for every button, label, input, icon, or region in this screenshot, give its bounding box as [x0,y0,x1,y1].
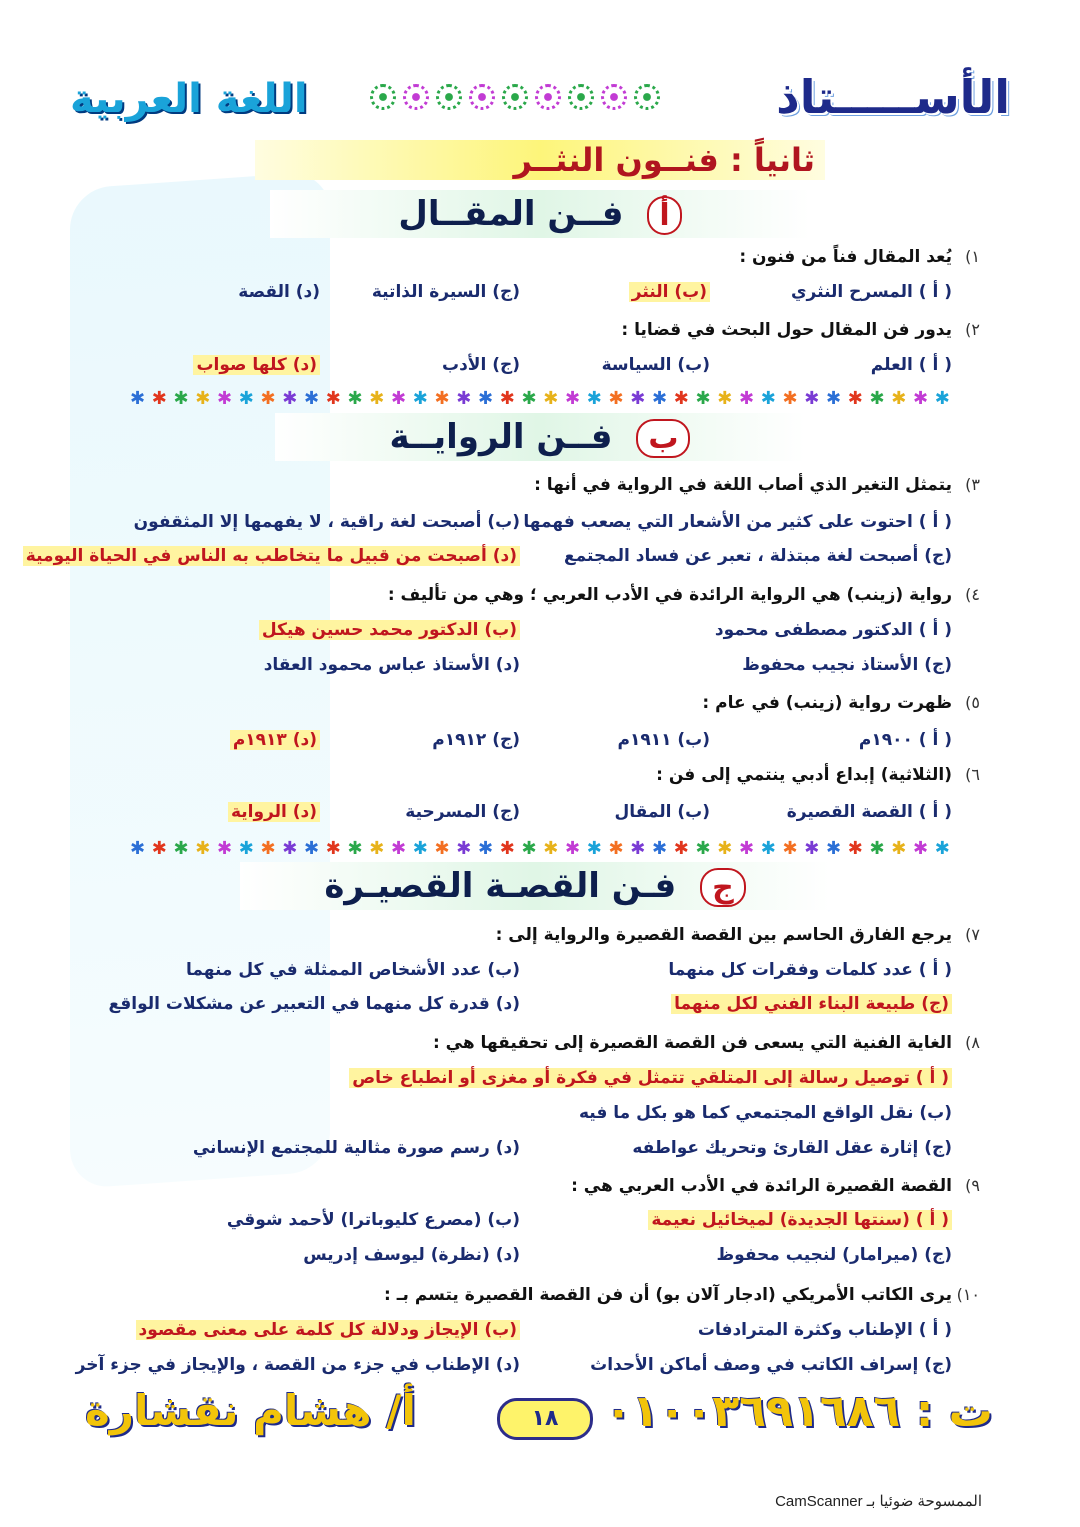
section-title-novel [275,413,805,461]
star-ornament: ✱ [608,838,624,859]
star-ornament: ✱ [173,388,189,409]
star-ornament: ✱ [739,388,755,409]
section-title-short-story [240,862,830,910]
answer-option: (د) قدرة كل منهما في التعبير عن مشكلات الواقع [108,994,520,1014]
star-ornament: ✱ [282,838,298,859]
star-ornament: ✱ [826,838,842,859]
star-ornament: ✱ [630,838,646,859]
question-number: ٢) [965,320,980,339]
star-ornament: ✱ [565,388,581,409]
flower-ornament [601,84,627,110]
star-ornament: ✱ [369,388,385,409]
question-text: يرى الكاتب الأمريكي (ادجار آلان بو) أن فن القصة القصيرة يتسم بـ : [384,1285,952,1305]
answer-option: (ب) عدد الأشخاص الممثلة في كل منهما [185,960,520,980]
flower-ornament [469,84,495,110]
answer-option: (د) القصة [238,282,320,302]
question-number: ٦) [965,765,980,784]
star-ornament: ✱ [282,388,298,409]
flower-ornament [403,84,429,110]
star-ornament: ✱ [804,838,820,859]
star-ornament: ✱ [434,838,450,859]
star-ornament: ✱ [195,838,211,859]
answer-option: (ج) إثارة عقل القارئ وتحريك عواطفه [632,1138,952,1158]
header-teacher-label: الأســـــتاذ [776,70,1010,124]
star-ornament: ✱ [782,388,798,409]
star-ornament: ✱ [412,388,428,409]
star-ornament: ✱ [130,838,146,859]
star-ornament: ✱ [304,838,320,859]
section-title-text: فــن المقــال [398,194,624,234]
question-number: ٥) [965,693,980,712]
section-title-essay [270,190,810,238]
star-ornament: ✱ [499,388,515,409]
star-ornament: ✱ [195,388,211,409]
question-number: ٣) [965,475,980,494]
answer-option: (ب) ١٩١١م [617,730,710,750]
star-ornament: ✱ [347,388,363,409]
star-divider [130,840,950,858]
star-ornament: ✱ [630,388,646,409]
question-number: ٤) [965,585,980,604]
star-ornament: ✱ [586,388,602,409]
answer-option-correct: ( أ ) (سنتها الجديدة) لميخائيل نعيمة [648,1210,952,1230]
question-text: يتمثل التغير الذي أصاب اللغة في الرواية في أنها : [534,475,952,495]
star-ornament: ✱ [217,388,233,409]
star-ornament: ✱ [565,838,581,859]
star-ornament: ✱ [826,388,842,409]
answer-option: (ج) أصبحت لغة مبتذلة ، تعبر عن فساد المجتمع [564,546,952,566]
flower-ornament [568,84,594,110]
star-ornament: ✱ [695,388,711,409]
star-ornament: ✱ [304,388,320,409]
unit-subheading: ثانياً : فنــون النثــر [255,140,825,180]
star-ornament: ✱ [456,838,472,859]
star-ornament: ✱ [869,838,885,859]
answer-option: (ب) أصبحت لغة راقية ، لا يفهمها إلا المثقفون [133,512,520,532]
star-ornament: ✱ [217,838,233,859]
star-ornament: ✱ [325,388,341,409]
question-text: رواية (زينب) هي الرواية الرائدة في الأدب العربي ؛ وهي من تأليف : [387,585,952,605]
answer-option-correct: (ب) النثر [629,282,710,302]
star-ornament: ✱ [717,838,733,859]
question-number: ٧) [965,925,980,944]
star-ornament: ✱ [608,388,624,409]
answer-option: (ب) السياسة [601,355,710,375]
star-ornament: ✱ [586,838,602,859]
question-text: (الثلاثية) إبداع أدبي ينتمي إلى فن : [656,765,952,785]
answer-option: (ج) المسرحية [405,802,520,822]
star-divider [130,390,950,408]
star-ornament: ✱ [173,838,189,859]
answer-option-correct: (ج) طبيعة البناء الفني لكل منهما [671,994,952,1014]
answer-option: (ج) الأستاذ نجيب محفوظ [742,655,952,675]
answer-option: (ج) الأدب [441,355,520,375]
star-ornament: ✱ [543,838,559,859]
star-ornament: ✱ [499,838,515,859]
answer-option: (ب) نقل الواقع المجتمعي كما هو بكل ما فيه [578,1103,952,1123]
star-ornament: ✱ [521,388,537,409]
star-ornament: ✱ [391,838,407,859]
star-ornament: ✱ [673,838,689,859]
star-ornament: ✱ [695,838,711,859]
answer-option: ( أ ) الإطناب وكثرة المترادفات [697,1320,952,1340]
star-ornament: ✱ [456,388,472,409]
star-ornament: ✱ [369,838,385,859]
star-ornament: ✱ [847,388,863,409]
answer-option-correct: (د) أصبحت من قبيل ما يتخاطب به الناس في الحياة اليومية [23,546,520,566]
star-ornament: ✱ [434,388,450,409]
section-title-text: فـن القصـة القصيـرة [324,866,677,906]
header-flower-ornaments [370,84,660,110]
answer-option: (ب) المقال [614,802,710,822]
star-ornament: ✱ [521,838,537,859]
answer-option: (د) الأستاذ عباس محمود العقاد [263,655,520,675]
section-letter: أ [647,196,681,235]
section-title-text: فــن الروايــة [389,417,613,457]
answer-option-correct: (د) كلها صواب [193,355,320,375]
star-ornament: ✱ [478,388,494,409]
answer-option: (ج) ١٩١٢م [432,730,520,750]
star-ornament: ✱ [543,388,559,409]
star-ornament: ✱ [130,388,146,409]
star-ornament: ✱ [913,838,929,859]
answer-option: ( أ ) المسرح النثري [790,282,952,302]
star-ornament: ✱ [478,838,494,859]
page-header [70,70,1010,140]
header-subject-label: اللغة العربية [70,76,308,122]
watermark-decoration [70,171,330,1189]
star-ornament: ✱ [238,388,254,409]
answer-option: ( أ ) الدكتور مصطفى محمود [714,620,952,640]
question-text: ظهرت رواية (زينب) في عام : [702,693,952,713]
star-ornament: ✱ [238,838,254,859]
page-number: ١٨ [497,1398,593,1440]
star-ornament: ✱ [151,838,167,859]
star-ornament: ✱ [891,838,907,859]
answer-option: ( أ ) القصة القصيرة [786,802,952,822]
answer-option-correct: (ب) الإيجاز ودلالة كل كلمة على معنى مقصود [136,1320,520,1340]
question-text: يدور فن المقال حول البحث في قضايا : [621,320,952,340]
answer-option: ( أ ) ١٩٠٠م [858,730,952,750]
answer-option: (د) (نظرة) ليوسف إدريس [303,1245,520,1265]
answer-option-correct: ( أ ) توصيل رسالة إلى المتلقي تتمثل في فكرة أو مغزى أو انطباع خاص [349,1068,952,1088]
star-ornament: ✱ [260,388,276,409]
answer-option: (د) رسم صورة مثالية للمجتمع الإنساني [192,1138,520,1158]
flower-ornament [502,84,528,110]
question-number: ٩) [965,1176,980,1195]
question-text: يُعد المقال فناً من فنون : [739,247,952,267]
answer-option: (د) الإطناب في جزء من القصة ، والإيجاز في جزء آخر [75,1355,520,1375]
star-ornament: ✱ [804,388,820,409]
answer-option: (ج) (ميرامار) لنجيب محفوظ [716,1245,952,1265]
answer-option: ( أ ) احتوت على كثير من الأشعار التي يصعب فهمها [523,512,952,532]
star-ornament: ✱ [347,838,363,859]
section-letter: ب [636,419,690,458]
question-text: القصة القصيرة الرائدة في الأدب العربي هي : [571,1176,952,1196]
star-ornament: ✱ [412,838,428,859]
answer-option-correct: (د) ١٩١٣م [230,730,320,750]
star-ornament: ✱ [782,838,798,859]
question-number: ١٠) [956,1285,980,1304]
star-ornament: ✱ [673,388,689,409]
footer-teacher-name: أ/ هشام نقشارة [85,1386,416,1435]
flower-ornament [535,84,561,110]
star-ornament: ✱ [325,838,341,859]
question-text: الغاية الفنية التي يسعى فن القصة القصيرة إلى تحقيقها هي : [432,1033,952,1053]
star-ornament: ✱ [891,388,907,409]
answer-option-correct: (ب) الدكتور محمد حسين هيكل [259,620,520,640]
star-ornament: ✱ [151,388,167,409]
question-number: ١) [965,247,980,266]
question-number: ٨) [965,1033,980,1052]
camscanner-watermark: الممسوحة ضوئيا بـ CamScanner [775,1493,982,1510]
answer-option: ( أ ) العلم [870,355,952,375]
star-ornament: ✱ [913,388,929,409]
answer-option: (ج) إسراف الكاتب في وصف أماكن الأحداث [590,1355,952,1375]
star-ornament: ✱ [934,838,950,859]
question-text: يرجع الفارق الحاسم بين القصة القصيرة والرواية إلى : [495,925,952,945]
answer-option: (ب) (مصرع كليوباترا) لأحمد شوقي [226,1210,520,1230]
flower-ornament [634,84,660,110]
star-ornament: ✱ [934,388,950,409]
answer-option-correct: (د) الرواية [228,802,320,822]
answer-option: ( أ ) عدد كلمات وفقرات كل منهما [668,960,952,980]
section-letter: ج [700,868,746,907]
footer-phone: ت : ٠١٠٠٣٦٩١٦٨٦ [605,1386,993,1437]
star-ornament: ✱ [260,838,276,859]
star-ornament: ✱ [717,388,733,409]
answer-option: (ج) السيرة الذاتية [371,282,520,302]
flower-ornament [370,84,396,110]
star-ornament: ✱ [760,388,776,409]
flower-ornament [436,84,462,110]
star-ornament: ✱ [652,838,668,859]
star-ornament: ✱ [652,388,668,409]
star-ornament: ✱ [869,388,885,409]
star-ornament: ✱ [760,838,776,859]
star-ornament: ✱ [847,838,863,859]
star-ornament: ✱ [391,388,407,409]
star-ornament: ✱ [739,838,755,859]
